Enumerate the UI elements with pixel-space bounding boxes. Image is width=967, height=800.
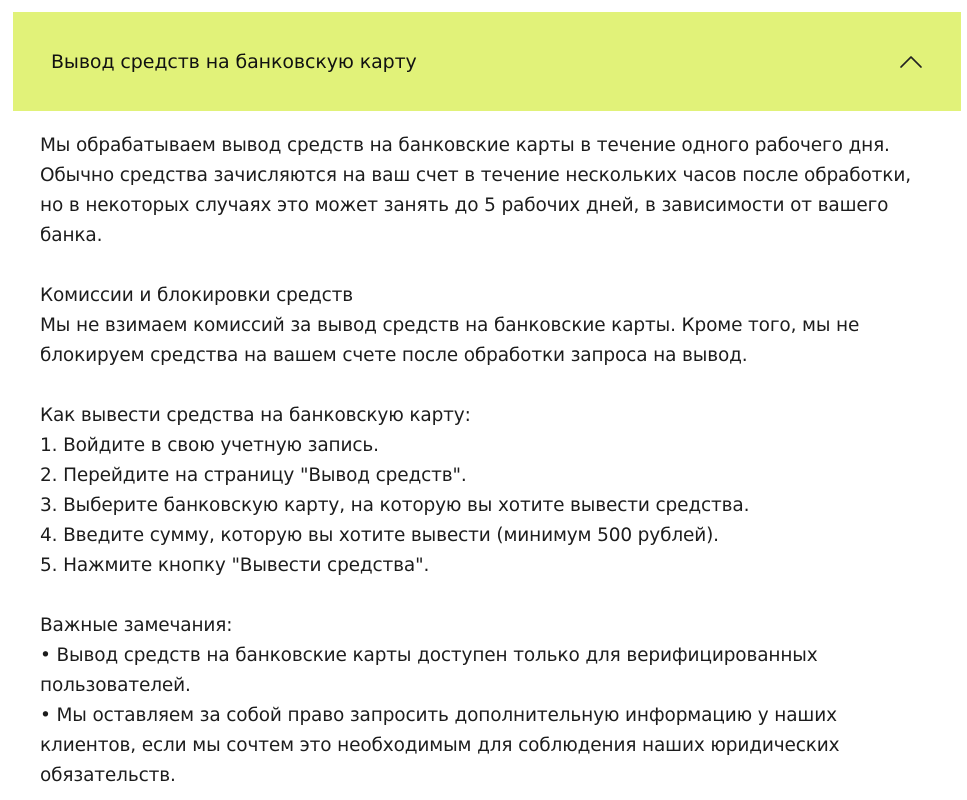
howto-step: 4. Введите сумму, которую вы хотите вывести (минимум 500 рублей). [40,525,719,546]
accordion-content [13,111,961,791]
fees-heading: Комиссии и блокировки средств [40,285,353,306]
chevron-up-icon [899,54,923,70]
spacer [40,371,961,401]
intro-line: банка. [40,225,103,246]
notes-line: • Вывод средств на банковские карты доступен только для верифицированных [40,645,818,666]
howto-step: 5. Нажмите кнопку "Вывести средства". [40,555,430,576]
intro-line: Обычно средства зачисляются на ваш счет в течение нескольких часов после обработки, [40,165,911,186]
notes-list [40,641,961,791]
howto-step: 3. Выберите банковскую карту, на которую вы хотите вывести средства. [40,495,750,516]
fees-line: Мы не взимаем комиссий за вывод средств на банковские карты. Кроме того, мы не [40,315,860,336]
howto-step: 2. Перейдите на страницу "Вывод средств". [40,465,467,486]
faq-accordion [13,12,961,791]
notes-item [40,701,961,791]
accordion-title: Вывод средств на банковскую карту [51,50,417,73]
intro-line: Мы обрабатываем вывод средств на банковские карты в течение одного рабочего дня. [40,135,890,156]
howto-section [40,401,961,581]
fees-line: блокируем средства на вашем счете после обработки запроса на вывод. [40,345,748,366]
notes-item [40,641,961,701]
notes-section [40,611,961,791]
intro-paragraph [40,131,961,251]
howto-heading: Как вывести средства на банковскую карту: [40,405,471,426]
spacer [40,251,961,281]
notes-line: клиентов, если мы сочтем это необходимым для соблюдения наших юридических [40,735,840,756]
intro-line: но в некоторых случаях это может занять до 5 рабочих дней, в зависимости от вашего [40,195,889,216]
spacer [40,581,961,611]
notes-line: • Мы оставляем за собой право запросить дополнительную информацию у наших [40,705,837,726]
howto-step: 1. Войдите в свою учетную запись. [40,435,379,456]
notes-line: обязательств. [40,765,176,786]
notes-heading: Важные замечания: [40,615,233,636]
accordion-header[interactable] [13,12,961,111]
fees-section [40,281,961,371]
collapse-toggle-button[interactable] [899,54,923,70]
notes-line: пользователей. [40,675,191,696]
